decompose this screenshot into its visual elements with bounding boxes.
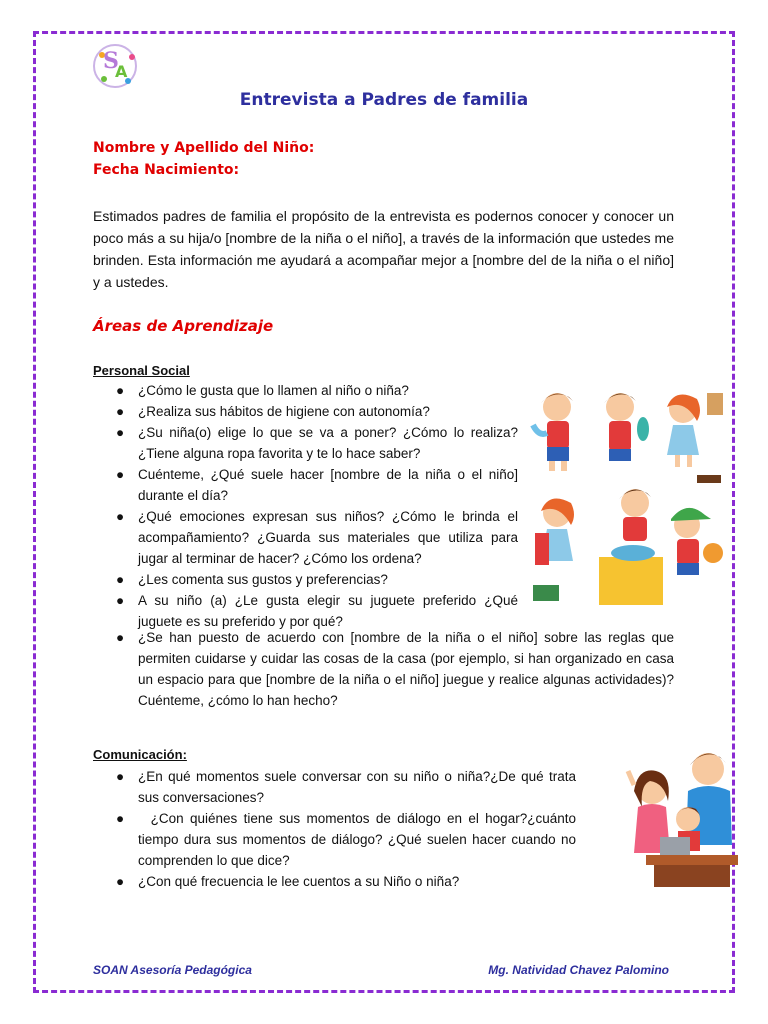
list-item: ● ¿Su niña(o) elige lo que se va a poner? ¿Cómo lo realiza? ¿Tiene alguna ropa favorita y te lo hace saber? xyxy=(115,422,518,464)
list-item: ● ¿Realiza sus hábitos de higiene con autonomía? xyxy=(115,401,518,422)
footer-author: Mg. Natividad Chavez Palomino xyxy=(488,963,669,977)
bullet-icon: ● xyxy=(116,404,125,419)
bullet-icon: ● xyxy=(116,874,125,889)
bullet-icon: ● xyxy=(116,467,125,482)
bullet-icon: ● xyxy=(116,769,125,784)
comunicacion-questions xyxy=(115,766,580,892)
soan-logo: S A xyxy=(93,44,137,88)
list-item: ● A su niño (a) ¿Le gusta elegir su juguete preferido ¿Qué juguete es su preferido y por qué? xyxy=(115,590,518,632)
list-item: ● ¿Con qué frecuencia le lee cuentos a su Niño o niña? xyxy=(115,871,576,892)
birth-date-field: Fecha Nacimiento: xyxy=(93,162,240,178)
list-item: ● Cuénteme, ¿Qué suele hacer [nombre de la niña o el niño] durante el día? xyxy=(115,464,518,506)
bullet-icon: ● xyxy=(116,425,125,440)
bullet-icon: ● xyxy=(116,593,125,608)
child-name-field: Nombre y Apellido del Niño: xyxy=(93,140,315,156)
comunicacion-heading: Comunicación: xyxy=(93,747,187,762)
list-item: ● ¿Se han puesto de acuerdo con [nombre de la niña o el niño] sobre las reglas que permiten cuidarse y cuidar las cosas de la casa (por ejemplo, si han organizado en casa un espacio para que [nombre de la niña o el niño] juegue y realice algunas actividades)? Cuénteme, ¿cómo lo han hecho? xyxy=(115,627,674,711)
list-item: ● ¿Cómo le gusta que lo llamen al niño o niña? xyxy=(115,380,518,401)
list-item: ● ¿En qué momentos suele conversar con su niño o niña?¿De qué trata sus conversaciones? xyxy=(115,766,576,808)
bullet-icon: ● xyxy=(116,509,125,524)
footer-organization: SOAN Asesoría Pedagógica xyxy=(93,963,252,977)
list-item: ● ¿Les comenta sus gustos y preferencias? xyxy=(115,569,518,590)
list-item: ● ¿Qué emociones expresan sus niños? ¿Cómo le brinda el acompañamiento? ¿Guarda sus materiales que utiliza para jugar al terminar de hacer? ¿Cómo los ordena? xyxy=(115,506,518,569)
personal-social-questions xyxy=(115,380,518,632)
list-item: ● ¿Con quiénes tiene sus momentos de diálogo en el hogar?¿cuánto tiempo dura sus momentos de diálogo? ¿Qué suelen hacer cuando no comprenden lo que dice? xyxy=(115,808,576,871)
page-title: Entrevista a Padres de familia xyxy=(239,90,529,110)
bullet-icon: ● xyxy=(116,811,125,826)
family-illustration xyxy=(620,745,740,890)
personal-social-questions-wide xyxy=(115,627,674,711)
bullet-icon: ● xyxy=(116,383,125,398)
bullet-icon: ● xyxy=(116,572,125,587)
areas-heading: Áreas de Aprendizaje xyxy=(93,317,274,335)
children-activities-illustration xyxy=(525,385,730,610)
intro-paragraph: Estimados padres de familia el propósito de la entrevista es podernos conocer y conocer un poco más a su hija/o [nombre de la niña o el niño], a través de la información que ustedes me brinden. Esta información me ayudará a acompañar mejor a [nombre del de la niña o el niño] y a ustedes. xyxy=(93,208,674,290)
personal-social-heading: Personal Social xyxy=(93,363,190,378)
bullet-icon: ● xyxy=(116,630,125,645)
